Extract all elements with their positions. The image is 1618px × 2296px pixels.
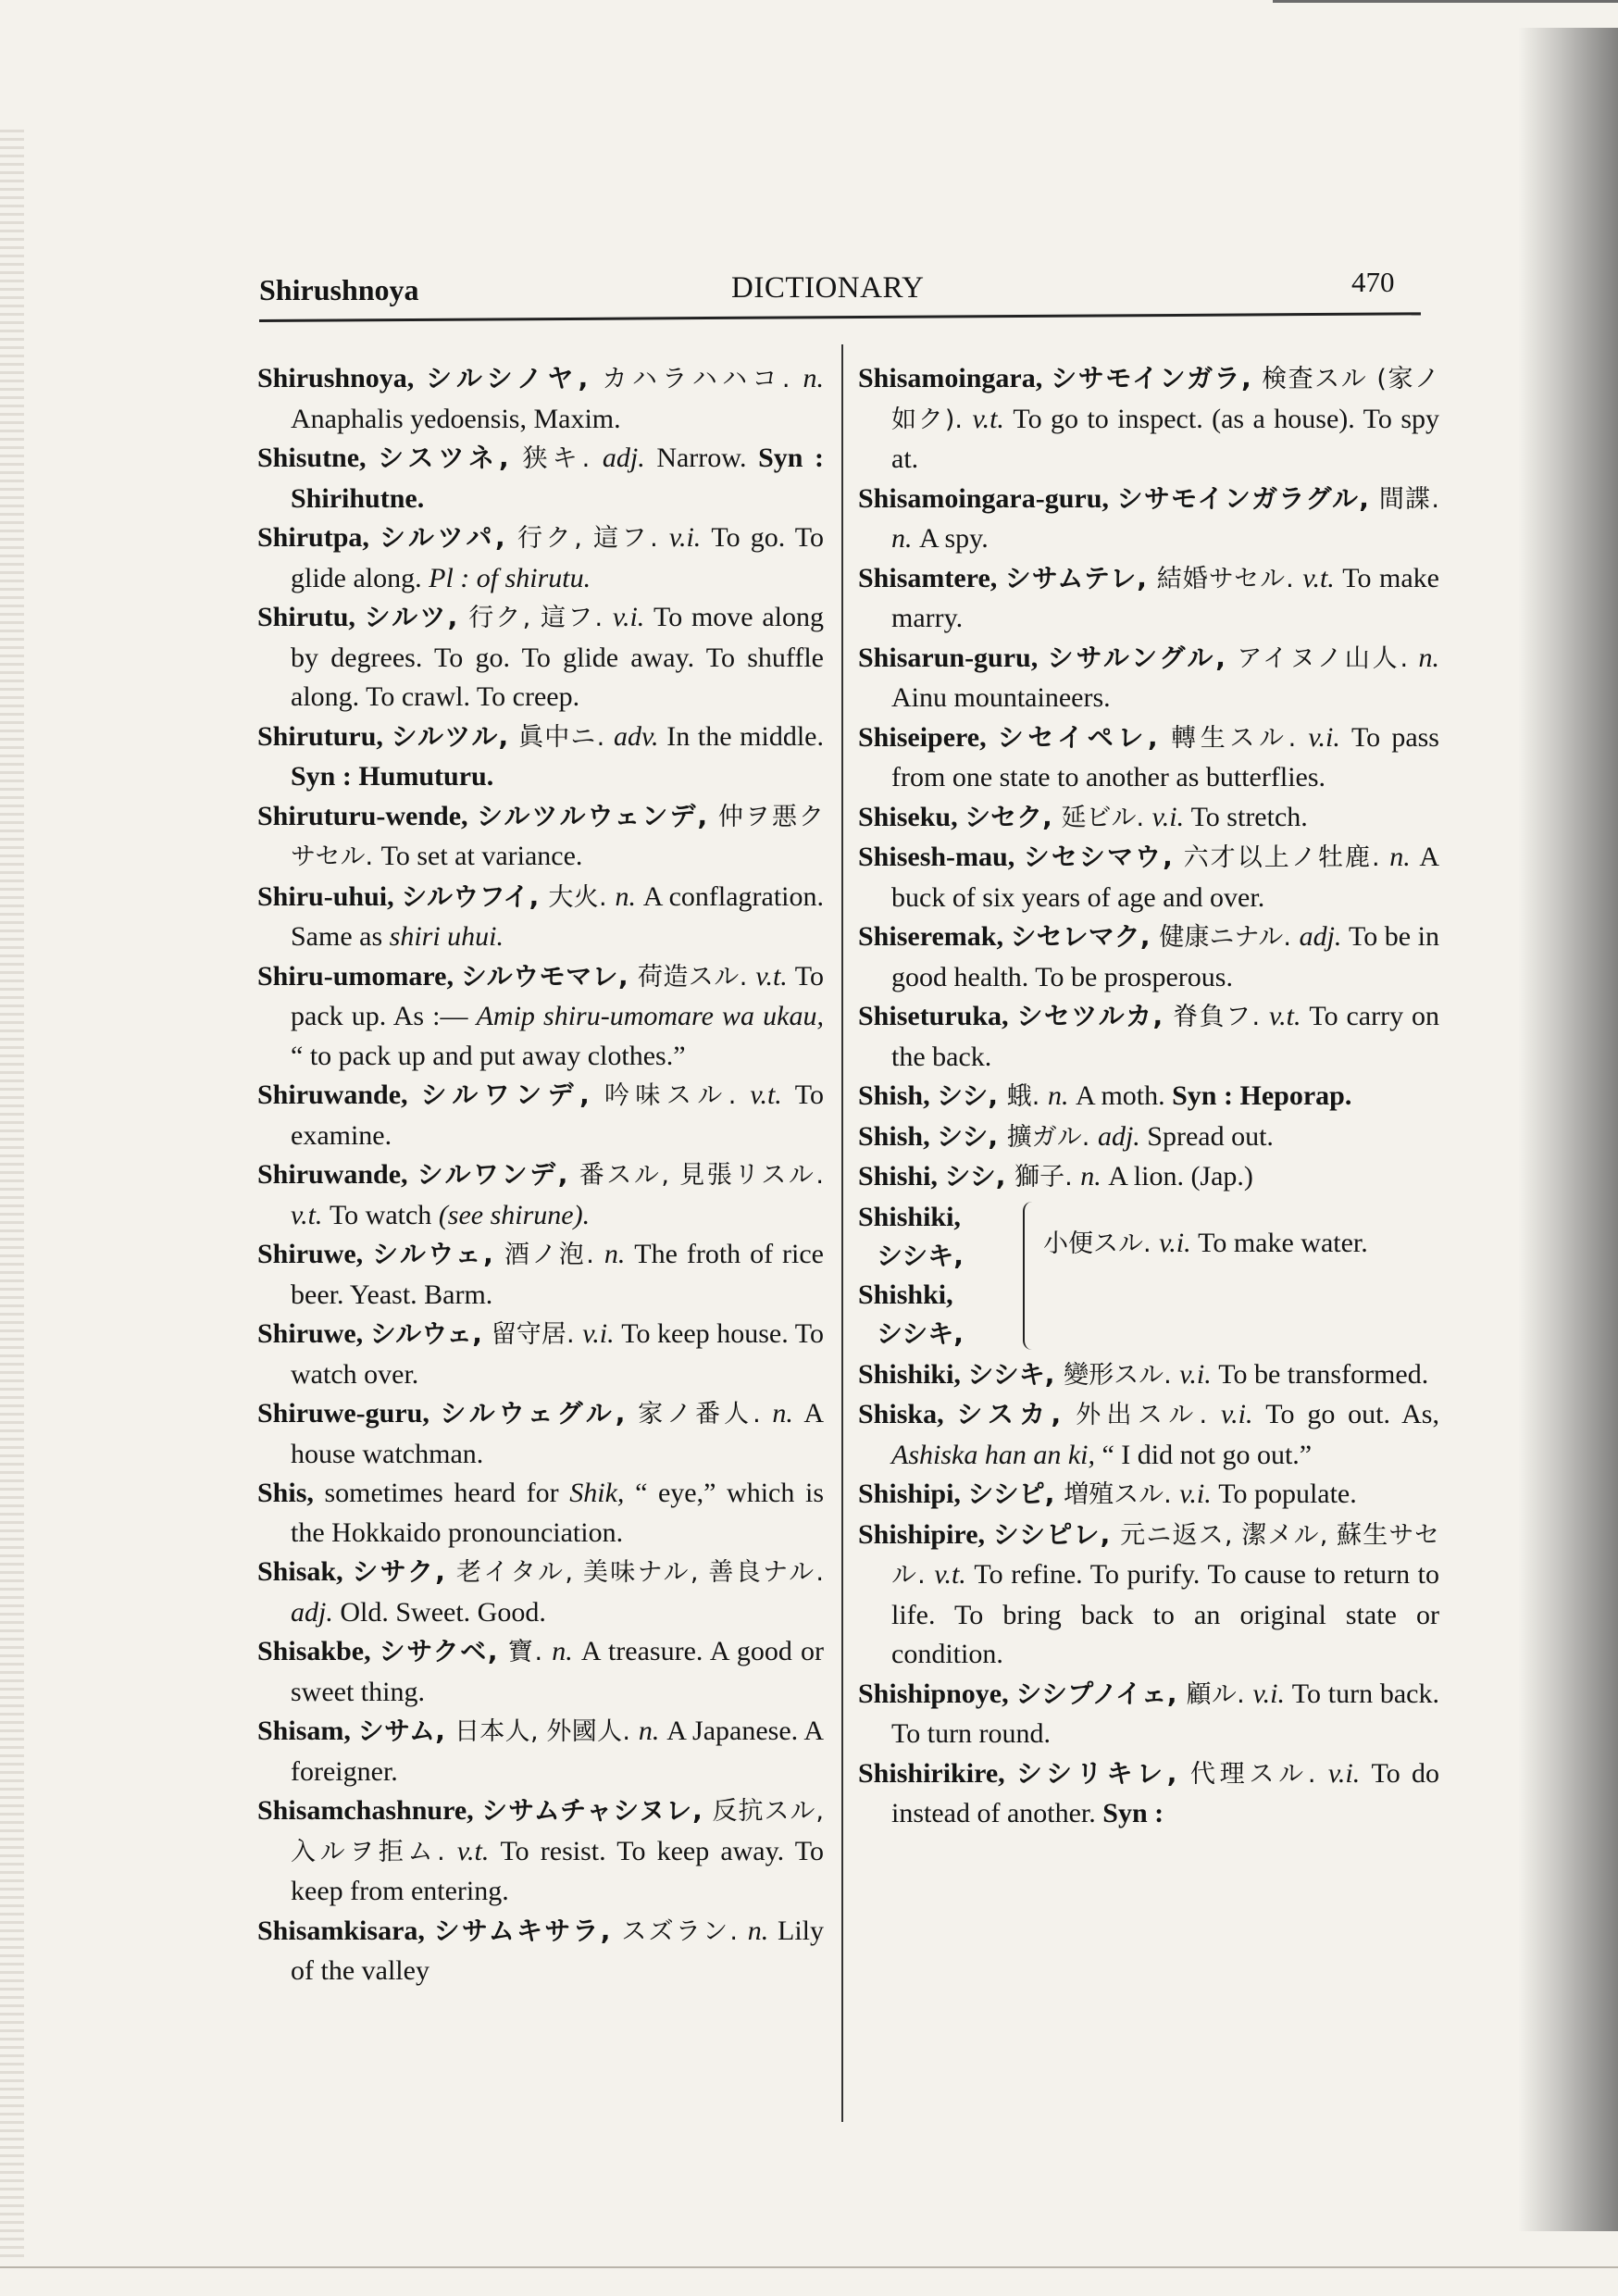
entry-definition: To go. To glide along. [291,522,824,593]
entry-example: Amip shiru-umomare wa ukau, [476,1001,824,1031]
entry-headword: Shishki, [858,1279,953,1310]
entry-part-of-speech: n. [1047,1080,1076,1111]
dictionary-entry [858,1157,1439,1198]
right-column [858,359,1439,1834]
entry-kana: シルウモマレ, [460,960,638,992]
entry-japanese-gloss: 獅子. [1014,1163,1081,1192]
entry-kana: シシキ, [877,1317,964,1349]
entry-definition: To go out. As, [1265,1399,1439,1429]
entry-definition: To keep house. To watch over. [291,1318,824,1390]
entry-definition: sometimes heard for [324,1478,570,1508]
entry-japanese-gloss: 狭キ. [522,444,603,473]
entry-kana: シルワンデ, [417,1159,579,1190]
dictionary-entry [257,1712,824,1791]
entry-japanese-gloss: 間諜. [1378,484,1439,514]
entry-definition: To set at variance. [380,841,583,871]
entry-reference: (see shirune). [438,1199,591,1230]
dictionary-entry [858,1675,1439,1754]
entry-part-of-speech: v.i. [1327,1757,1372,1789]
entry-kana: シサムテレ, [1004,562,1157,593]
entry-definition: To be in good health. To be prosperous. [891,921,1439,992]
entry-headword: Shisamkisara, [257,1915,434,1946]
entry-kana: シセツルカ, [1016,1001,1174,1031]
entry-japanese-gloss: 結婚サセル. [1156,564,1303,593]
entry-part-of-speech: n. [772,1398,804,1429]
dictionary-entry [858,1475,1439,1516]
entry-part-of-speech: v.t. [1269,1001,1310,1031]
entry-kana: シセシマウ, [1023,842,1184,872]
entry-japanese-gloss: 變形スル. [1064,1360,1180,1390]
dictionary-entry [858,1355,1439,1396]
column-divider [841,344,843,2122]
entry-headword: Shisesh-mau, [858,842,1024,872]
entry-kana: シセレマク, [1010,921,1160,952]
dictionary-entry [858,838,1439,917]
scan-right-shadow [1518,28,1618,2231]
entry-headword: Shisutne, [257,443,379,473]
entry-definition: To pack up. As :— [291,960,824,1031]
entry-part-of-speech: v.i. [668,522,712,553]
dictionary-entry [858,718,1439,798]
entry-part-of-speech: adj. [291,1596,341,1628]
entry-definition: To move along by degrees. To go. To glide away. To shuffle along. To crawl. To creep. [291,602,824,712]
entry-headword: Shisarun-guru, [858,642,1048,673]
entry-part-of-speech: v.i. [1252,1678,1292,1709]
scan-bottom-edge [0,2266,1618,2268]
entry-japanese-gloss: 家ノ番人. [638,1400,773,1429]
running-header [259,266,1416,319]
entry-headword: Shiruwande, [257,1159,417,1190]
header-title: DICTIONARY [731,271,925,305]
entry-kana: シルウェ, [369,1318,492,1349]
entry-part-of-speech: n. [638,1716,667,1746]
entry-japanese-gloss: 代理スル. [1189,1759,1328,1789]
dictionary-entry [858,798,1439,839]
entry-headword: Shiru-uhui, [257,880,402,912]
entry-japanese-gloss: 荷造スル. [637,962,756,992]
entry-japanese-gloss: 元ニ返ス, 潔メル, 蘇生サセル. [891,1520,1440,1590]
entry-definition: Old. Sweet. Good. [340,1596,546,1628]
entry-part-of-speech: adj. [1097,1120,1148,1152]
dictionary-entry [257,1912,824,1991]
entry-definition: To populate. [1218,1479,1357,1509]
entry-japanese-gloss: 眞中ニ. [518,722,614,752]
entry-headword: Shisamoingara, [858,363,1052,393]
dictionary-entry [257,598,824,718]
entry-part-of-speech: v.i. [1179,1358,1219,1390]
entry-part-of-speech: v.t. [291,1199,330,1230]
entry-japanese-gloss: 顧ル. [1186,1679,1253,1709]
entry-kana: シサモインガラグル, [1116,482,1379,514]
entry-part-of-speech: n. [1080,1161,1109,1192]
scan-left-gutter [0,130,24,2259]
entry-kana: シサムチャシヌレ, [481,1795,713,1826]
entry-definition: A conflagration. Same as [291,880,825,952]
entry-kana: シセク, [965,801,1062,832]
entry-reference: Shik, [569,1478,636,1508]
entry-definition: To examine. [291,1079,824,1151]
entry-part-of-speech: v.t. [750,1079,795,1110]
entry-japanese-gloss: 留守居. [491,1320,583,1349]
entry-definition: To resist. To keep away. To keep from entering. [291,1835,824,1906]
entry-example-translation: “ to pack up and put away clothes.” [291,1040,686,1071]
entry-headword: Shisamchashnure, [257,1795,482,1826]
entry-japanese-gloss: 小便スル. [1043,1229,1160,1258]
entry-kana: シルウェグル, [440,1398,639,1429]
entry-definition: To turn back. To turn round. [891,1678,1439,1749]
entry-kana: シルツパ, [379,522,518,553]
entry-headword: Shiruwe, [257,1239,373,1269]
entry-definition: Lily of the valley [291,1915,824,1986]
entry-definition: Ainu mountaineers. [891,682,1111,713]
dictionary-entry-grouped [858,1198,1439,1355]
dictionary-entry [257,1076,824,1155]
entry-synonym: Syn : Shirihutne. [291,443,825,514]
entry-kana: シシキ, [967,1358,1064,1390]
dictionary-entry [257,957,824,1077]
entry-kana: シスツネ, [378,443,523,473]
entry-definition: To stretch. [1190,801,1308,832]
entry-definition: To go to inspect. (as a house). To spy at. [891,403,1439,474]
entry-japanese-gloss: スズラン. [621,1916,748,1946]
entry-part-of-speech: n. [1418,642,1439,673]
entry-definition: The froth of rice beer. Yeast. Barm. [291,1239,825,1310]
entry-headword: Shiruwe-guru, [257,1398,441,1429]
entry-definition: To refine. To purify. To cause to return to life. To bring back to an original state or condition. [891,1559,1439,1669]
entry-kana: シセイペレ, [997,721,1172,753]
entry-note: Pl : of shirutu. [429,562,591,593]
dictionary-entry [257,718,824,797]
entry-headword: Shisamoingara-guru, [858,482,1117,514]
entry-headword: Shiruturu-wende, [257,800,478,831]
entry-definition: To make water. [1198,1227,1368,1258]
entry-kana: シルワンデ, [420,1079,604,1110]
entry-japanese-gloss: 老イタル, 美味ナル, 善良ナル. [456,1558,824,1587]
entry-kana: シルツ, [364,602,469,632]
entry-headword: Shiruturu, [257,720,392,752]
entry-headword: Shiru-umomare, [257,960,461,992]
entry-example-translation: “ I did not go out.” [1101,1439,1313,1470]
entry-kana: シシキ, [877,1240,964,1271]
dictionary-entry [257,359,824,439]
entry-part-of-speech: v.i. [612,602,654,632]
dictionary-entry [858,917,1439,997]
entry-part-of-speech: v.i. [1151,801,1191,832]
entry-japanese-gloss: 番スル, 見張リスル. [579,1161,824,1190]
entry-headword: Shiseturuka, [858,1001,1017,1031]
entry-definition: A lion. (Jap.) [1108,1161,1253,1192]
entry-definition: A spy. [919,523,989,554]
entry-headword: Shiruwande, [257,1079,421,1110]
entry-japanese-gloss: アイヌノ山人. [1237,643,1419,673]
entry-kana: シシ, [937,1080,1007,1111]
entry-definition: A buck of six years of age and over. [891,842,1440,913]
entry-kana: シシリキレ, [1015,1757,1190,1789]
entry-kana: シサム, [357,1716,454,1746]
dictionary-entry [257,1474,824,1553]
entry-part-of-speech: n. [615,880,643,912]
entry-japanese-gloss: 仲ヲ悪クサセル. [291,802,824,871]
entry-definition: A treasure. A good or sweet thing. [291,1636,825,1707]
entry-japanese-gloss: カハラハハコ. [602,365,803,393]
header-guide-word: Shirushnoya [259,273,419,306]
entry-japanese-gloss: 行ク, 這フ. [517,524,669,553]
entry-kana: シルシノヤ, [426,363,603,393]
dictionary-entry [257,518,824,598]
entry-definition: A moth. [1075,1080,1173,1111]
entry-part-of-speech: v.t. [934,1559,975,1590]
entry-definition: A house watchman. [291,1398,825,1469]
dictionary-entry [257,1791,824,1912]
entry-japanese-gloss: 反抗スル, 入ルヲ拒ム. [291,1797,824,1866]
entry-headword: Shishiki, [858,1358,968,1390]
entry-part-of-speech: n. [747,1915,778,1946]
entry-japanese-gloss: 増殖スル. [1064,1480,1180,1509]
dictionary-entry [858,1516,1439,1675]
entry-kana: シスカ, [956,1399,1077,1429]
entry-headword: Shishiki, [858,1201,961,1232]
entry-definition: Spread out. [1147,1120,1274,1152]
dictionary-entry [257,1553,824,1632]
dictionary-entry [257,1315,824,1394]
entry-kana: シサクベ, [379,1636,508,1666]
entry-headword: Shishipnoye, [858,1678,1016,1709]
entry-kana: シシ, [944,1161,1015,1192]
entry-part-of-speech: n. [1389,842,1420,872]
entry-part-of-speech: v.i. [1308,721,1351,753]
entry-kana: シシ, [937,1120,1007,1152]
entry-headword: Shisam, [257,1716,358,1746]
entry-headword: Shirutpa, [257,522,380,553]
entry-definition: To make marry. [891,562,1439,633]
entry-definition: To carry on the back. [891,1001,1440,1072]
dictionary-entry [858,1754,1439,1834]
entry-kana: シシプノイェ, [1015,1678,1187,1709]
entry-synonym: Syn : Humuturu. [291,761,494,792]
entry-definition-cont: “ eye,” which is the Hokkaido pronounciation. [291,1478,825,1548]
entry-japanese-gloss: 轉生スル. [1171,723,1309,753]
entry-japanese-gloss: 健康ニナル. [1159,923,1300,952]
entry-kana: シルツル, [391,720,519,752]
entry-headword: Shisak, [257,1556,353,1587]
entry-headword: Shishipi, [858,1479,968,1509]
entry-part-of-speech: adv. [613,720,667,752]
entry-part-of-speech: n. [604,1239,635,1269]
entry-part-of-speech: v.t. [1302,562,1343,593]
dictionary-entry [858,1117,1439,1158]
dictionary-entry [858,1395,1439,1475]
entry-part-of-speech: v.t. [456,1835,501,1866]
dictionary-entry [257,1155,824,1235]
entry-definition: To pass from one state to another as butterflies. [891,721,1439,792]
entry-headword: Shiseipere, [858,721,998,753]
entry-japanese-gloss: 大火. [548,882,616,912]
entry-part-of-speech: n. [552,1636,581,1666]
entry-headword: Shiseku, [858,801,965,832]
entry-part-of-speech: v.t. [972,403,1014,434]
entry-synonym: Syn : [1102,1798,1164,1828]
entry-kana: シサモインガラ, [1051,363,1263,393]
entry-headword: Shishirikire, [858,1757,1016,1789]
entry-headword: Shiska, [858,1399,957,1429]
entry-kana: シルウェ, [372,1239,504,1269]
entry-japanese-gloss: 寶. [507,1638,553,1666]
entry-japanese-gloss: 検査スル (家ノ如ク). [891,365,1439,434]
entry-definition-group [1043,1224,1432,1265]
entry-kana: シシピ, [967,1479,1064,1509]
entry-definition: In the middle. [666,720,825,752]
entry-part-of-speech: v.i. [1179,1479,1219,1509]
entry-headword: Shisakbe, [257,1636,380,1666]
entry-kana: シシピレ, [992,1518,1121,1550]
entry-kana: シサク, [352,1556,457,1587]
dictionary-entry [858,1077,1439,1117]
entry-part-of-speech: v.t. [755,960,795,992]
entry-kana: シサムキサラ, [433,1915,622,1946]
entry-part-of-speech: adj. [1299,921,1349,952]
entry-definition: Narrow. [656,443,759,473]
entry-synonym: Syn : Heporap. [1172,1080,1352,1111]
dictionary-entry [858,559,1439,639]
entry-part-of-speech: v.i. [582,1318,622,1349]
entry-japanese-gloss: 蛾. [1006,1082,1048,1111]
entry-headword: Shishi, [858,1161,945,1192]
entry-definition: To watch [329,1199,439,1230]
entry-definition: Anaphalis yedoensis, Maxim. [291,403,621,434]
dictionary-entry [257,439,824,518]
entry-kana: シルツルウェンデ, [477,800,718,831]
dictionary-entry [858,997,1439,1077]
entry-reference: shiri uhui. [389,921,504,952]
entry-headword: Shis, [257,1478,325,1508]
dictionary-entry [858,480,1439,559]
entry-part-of-speech: n. [891,523,919,554]
page-number: 470 [1351,266,1395,298]
entry-kana: シサルングル, [1047,642,1238,673]
entry-headword: Shiruwe, [257,1318,370,1349]
entry-japanese-gloss: 行ク, 這フ. [468,604,613,632]
entry-japanese-gloss: 擴ガル. [1006,1122,1098,1152]
entry-definition: To be transformed. [1218,1358,1429,1390]
scan-top-edge [1273,0,1618,3]
entry-headword: Shirutu, [257,602,365,632]
entry-part-of-speech: v.i. [1159,1227,1199,1258]
entry-headword: Shirushnoya, [257,363,427,393]
dictionary-entry [257,1235,824,1315]
entry-japanese-gloss: 吟味スル. [604,1081,751,1110]
entry-japanese-gloss: 酒ノ泡. [504,1241,604,1269]
entry-japanese-gloss: 外出スル. [1076,1401,1222,1429]
entry-headword: Shisamtere, [858,562,1005,593]
left-column [257,359,824,1991]
entry-example: Ashiska han an ki, [891,1439,1102,1470]
entry-japanese-gloss: 六才以上ノ牡鹿. [1183,843,1390,872]
entry-headword: Shiseremak, [858,921,1011,952]
entry-headword: Shish, [858,1120,938,1152]
entry-part-of-speech: n. [803,363,824,393]
entry-japanese-gloss: 日本人, 外國人. [454,1717,639,1746]
entry-headword: Shish, [858,1080,938,1111]
entry-headword: Shishipire, [858,1518,993,1550]
dictionary-entry [858,359,1439,480]
dictionary-entry [858,639,1439,718]
entry-japanese-gloss: 延ビル. [1061,803,1152,832]
entry-part-of-speech: v.i. [1221,1399,1266,1429]
dictionary-entry [257,1394,824,1474]
entry-definition: A Japanese. A foreigner. [291,1716,824,1787]
brace-mark [1023,1202,1038,1350]
dictionary-entry [257,797,824,878]
dictionary-entry [257,878,824,957]
entry-japanese-gloss: 脊負フ. [1173,1003,1270,1031]
entry-kana: シルウフイ, [401,880,549,912]
entry-definition: To do instead of another. [891,1757,1440,1828]
entry-part-of-speech: adj. [602,443,657,473]
dictionary-entry [257,1632,824,1712]
